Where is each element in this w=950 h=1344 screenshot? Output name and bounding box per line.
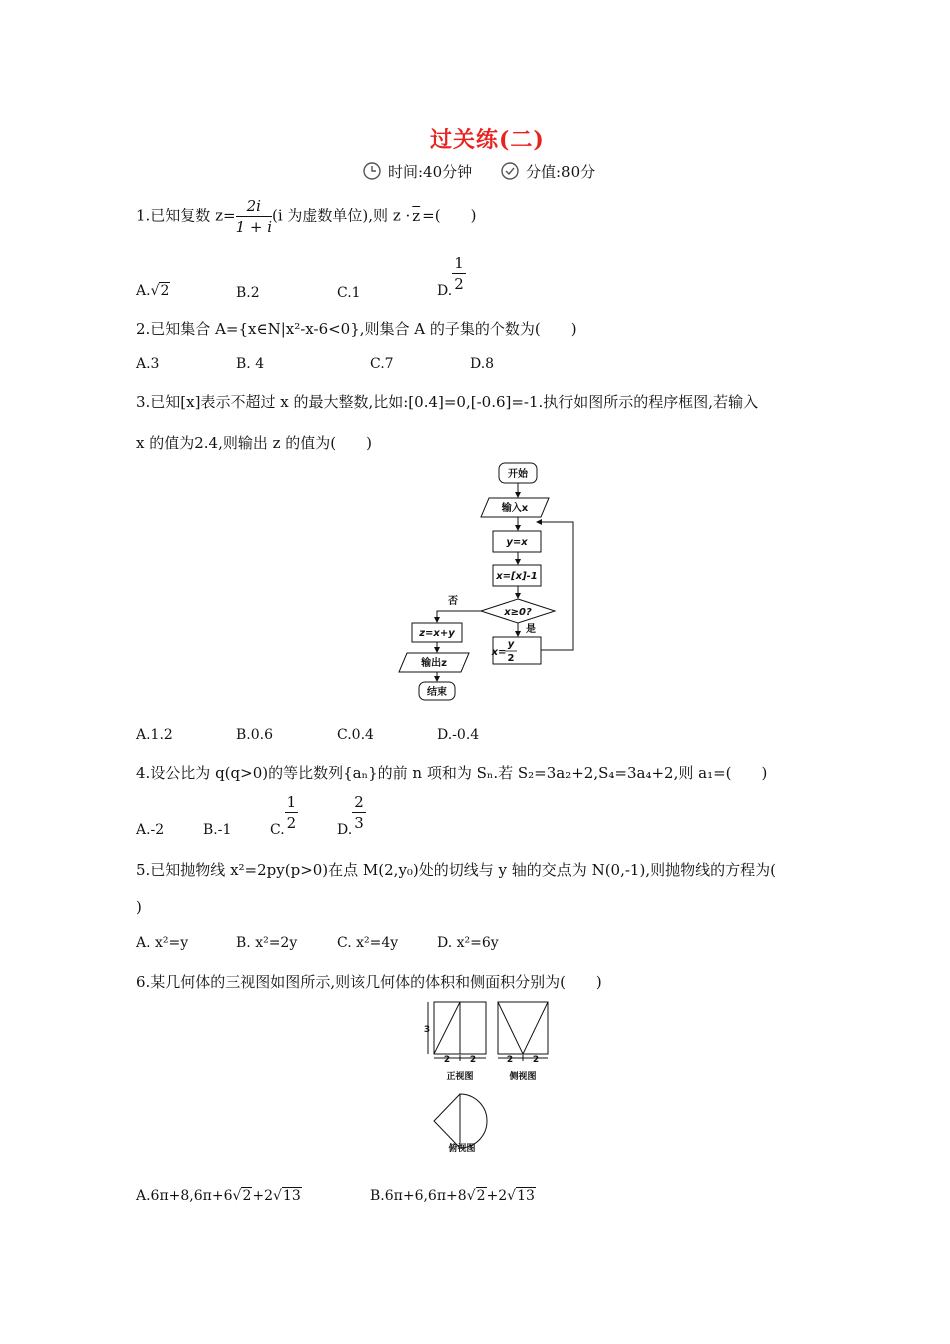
question-5-line-1: 5.已知抛物线 x²=2py(p>0)在点 M(2,y₀)处的切线与 y 轴的交点为 N(0,-1),则抛物线的方程为( (136, 861, 776, 879)
flow-assign-x-text: x=[x]-1 (496, 571, 538, 582)
q5-option-d[interactable]: D. x²=6y (437, 935, 499, 951)
flow-output-text: 输出z (421, 658, 447, 669)
q1-option-d-frac (452, 253, 466, 294)
q4-option-c-label: C. (270, 822, 285, 838)
question-1 (136, 196, 476, 237)
score-text: 分值:80分 (526, 163, 596, 181)
q1-zbar: $\overline{z}$ (412, 206, 421, 225)
q2-option-d[interactable]: D.8 (470, 356, 495, 372)
flow-assign-z-text: z=x+y (419, 628, 455, 639)
q1-option-b[interactable]: B.2 (236, 285, 260, 301)
page-title: 过关练(二) (430, 127, 545, 153)
q1-stem-b: (i 为虚数单位),则 z · (272, 206, 411, 225)
flow-cond-text: x≥0? (504, 607, 532, 618)
front-view-caption: 正视图 (446, 1072, 474, 1082)
top-view-half-circle (460, 1094, 487, 1148)
q2-option-a[interactable]: A.3 (136, 356, 160, 372)
q4-option-c[interactable] (270, 792, 298, 838)
q6-option-a[interactable]: A.6π+8,6π+6√2+2√13 (136, 1188, 301, 1204)
q2-option-b[interactable]: B. 4 (236, 356, 265, 372)
q5-option-c[interactable]: C. x²=4y (337, 935, 399, 951)
q5-option-b[interactable]: B. x²=2y (236, 935, 298, 951)
q4-option-d-label: D. (337, 822, 353, 838)
question-2: 2.已知集合 A={x∈N|x²-x-6<0},则集合 A 的子集的个数为( ) (136, 320, 577, 338)
q1-option-d-den: 2 (454, 275, 464, 293)
q4-option-a[interactable]: A.-2 (136, 822, 165, 838)
score-value (500, 161, 595, 182)
q6-option-a-label: A.6π+8,6π+6 (136, 1188, 233, 1204)
side-dim-left: 2 (506, 1055, 514, 1065)
front-dim-right: 2 (469, 1055, 477, 1065)
top-view-caption: 俯视图 (448, 1144, 476, 1154)
q4-option-c-den: 2 (286, 814, 297, 832)
q1-option-a[interactable]: A.√2 (136, 283, 170, 299)
flow-assign-y-text: y=x (506, 537, 528, 548)
front-height-label: 3 (423, 1025, 431, 1035)
q4-option-b[interactable]: B.-1 (203, 822, 232, 838)
q3-option-b[interactable]: B.0.6 (236, 727, 274, 743)
question-5-line-2: ) (136, 898, 142, 916)
q6-option-b-label: B.6π+6,6π+8 (370, 1188, 467, 1204)
q1-option-c[interactable]: C.1 (337, 285, 361, 301)
q4-option-d[interactable] (337, 792, 366, 838)
check-circle-icon (500, 161, 520, 181)
question-4: 4.设公比为 q(q>0)的等比数列{aₙ}的前 n 项和为 Sₙ.若 S₂=3a₂+2,S₄=3a₄+2,则 a₁=( ) (136, 764, 768, 782)
three-views-figure (420, 998, 555, 1158)
time-limit (362, 161, 472, 182)
q1-option-d[interactable] (437, 253, 466, 299)
side-dim-right: 2 (532, 1055, 540, 1065)
side-view-outline (498, 1002, 548, 1054)
question-6: 6.某几何体的三视图如图所示,则该几何体的体积和侧面积分别为( ) (136, 973, 602, 991)
q1-option-d-label: D. (437, 283, 453, 299)
q1-stem-a: 1.已知复数 z= (136, 206, 236, 225)
q6-option-b-mid: +2 (486, 1188, 508, 1204)
question-3-line-2: x 的值为2.4,则输出 z 的值为( ) (136, 434, 372, 452)
q5-option-a[interactable]: A. x²=y (136, 935, 189, 951)
q3-option-d[interactable]: D.-0.4 (437, 727, 480, 743)
q1-stem-c: =( ) (422, 206, 477, 225)
q6-option-a-mid: +2 (252, 1188, 273, 1204)
q4-option-c-frac (285, 792, 299, 833)
time-text: 时间:40分钟 (388, 163, 473, 181)
q3-option-a[interactable]: A.1.2 (136, 727, 173, 743)
q1-frac-den: 1 + i (235, 218, 273, 236)
q4-option-d-num: 2 (354, 793, 364, 811)
q6-option-a-radicand-2: 13 (282, 1188, 301, 1204)
flow-yes-label: 是 (526, 624, 536, 635)
flow-half-den: 2 (507, 653, 515, 664)
front-dim-left: 2 (443, 1055, 451, 1065)
q3-option-c[interactable]: C.0.4 (337, 727, 374, 743)
flow-input-text: 输入x (501, 503, 529, 514)
flow-end-text: 结束 (427, 687, 447, 698)
side-view-caption: 侧视图 (509, 1072, 537, 1082)
top-view-triangle (434, 1094, 460, 1148)
q4-option-c-num: 1 (286, 793, 297, 811)
q6-option-b-radicand-1: 2 (476, 1188, 486, 1204)
q6-option-a-radicand-1: 2 (242, 1188, 252, 1204)
q1-option-a-label: A. (136, 283, 151, 299)
question-3-line-1: 3.已知[x]表示不超过 x 的最大整数,比如:[0.4]=0,[-0.6]=-1.执行如图所示的程序框图,若输入 (136, 393, 759, 411)
q4-option-d-den: 3 (354, 814, 364, 832)
q4-option-d-frac (352, 792, 366, 833)
q1-option-a-radicand: 2 (160, 283, 170, 299)
q1-fraction (236, 196, 272, 237)
flow-half-x: x= (491, 647, 507, 658)
clock-icon (362, 161, 382, 181)
q2-option-c[interactable]: C.7 (370, 356, 394, 372)
flow-half-num: y (507, 639, 515, 650)
flowchart (395, 458, 585, 708)
q1-option-d-num: 1 (454, 254, 464, 272)
q6-option-b-radicand-2: 13 (517, 1188, 535, 1204)
q6-option-b[interactable]: B.6π+6,6π+8√2+2√13 (370, 1188, 535, 1204)
q1-frac-num: 2i (236, 196, 272, 217)
flow-no-label: 否 (448, 596, 458, 607)
flow-start-text: 开始 (508, 469, 528, 480)
